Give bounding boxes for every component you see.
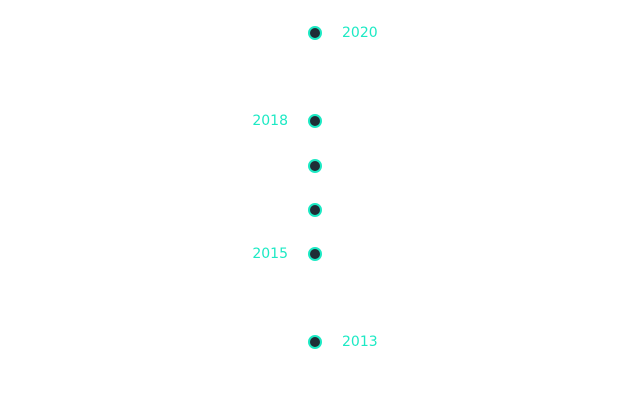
timeline-dot-2018 xyxy=(308,114,322,128)
timeline-dot-2015 xyxy=(308,247,322,261)
timeline-label-2013: 2013 xyxy=(342,334,378,351)
timeline-label-2018: 2018 xyxy=(252,113,288,130)
timeline-label-2015: 2015 xyxy=(252,246,288,262)
timeline-label-2020: 2020 xyxy=(342,25,378,41)
timeline-dot-2020 xyxy=(308,26,322,40)
timeline-dot-2017 xyxy=(308,159,322,173)
timeline-dot-2013 xyxy=(308,335,322,349)
timeline-dot-2016 xyxy=(308,203,322,217)
